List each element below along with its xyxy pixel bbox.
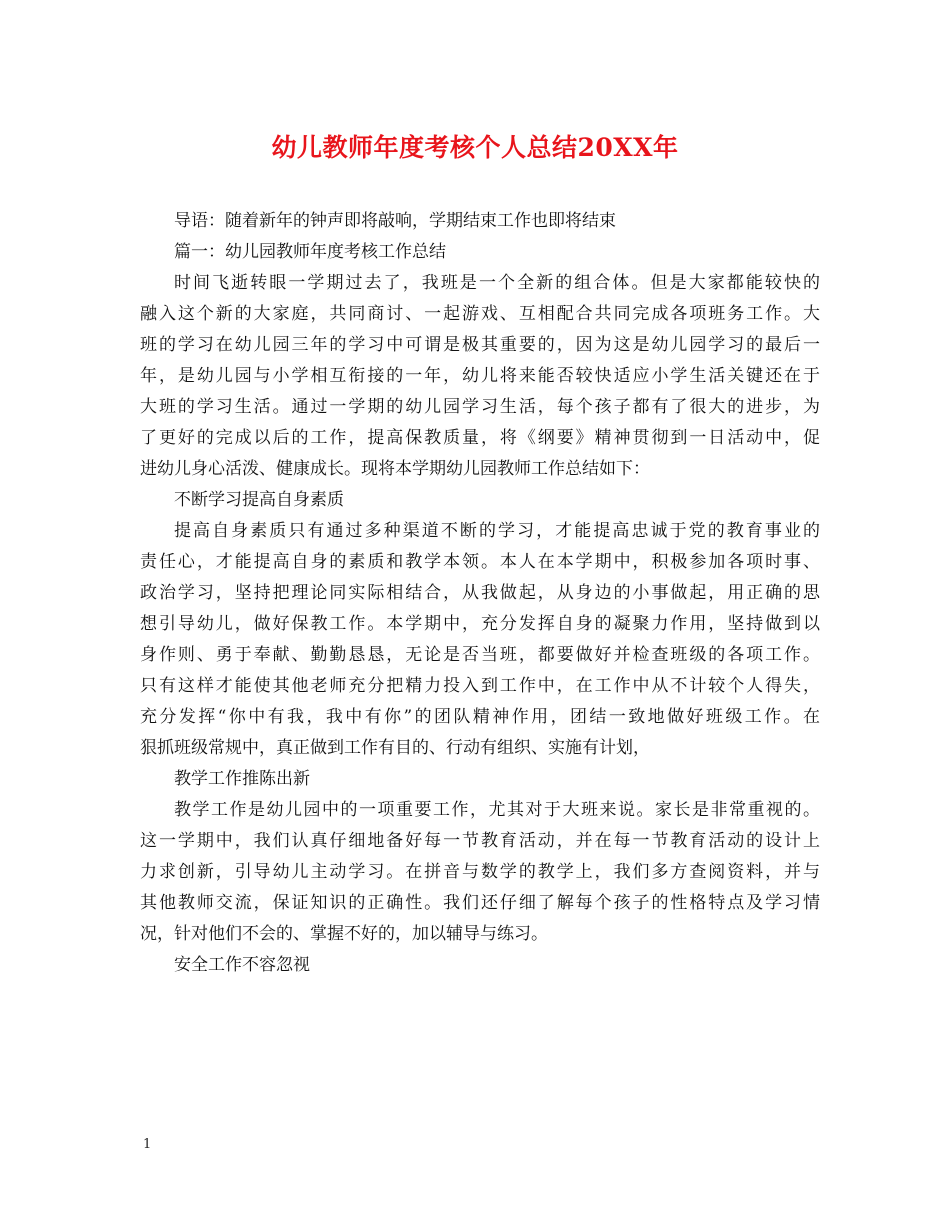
paragraph-line: 教学工作是幼儿园中的一项重要工作，尤其对于大班来说。家长是非常重视的。 (174, 800, 820, 820)
paragraph-line: 况，针对他们不会的、掌握不好的，加以辅导与练习。 (140, 924, 548, 944)
paragraph-line: 只有这样才能使其他老师充分把精力投入到工作中，在工作中从不计较个人得失， (140, 676, 820, 696)
paragraph-line: 提高自身素质只有通过多种渠道不断的学习，才能提高忠诚于党的教育事业的 (174, 521, 820, 541)
paragraph-line: 班的学习在幼儿园三年的学习中可谓是极其重要的，因为这是幼儿园学习的最后一 (140, 335, 820, 355)
paragraph-line: 进幼儿身心活泼、健康成长。现将本学期幼儿园教师工作总结如下： (140, 459, 650, 479)
paragraph-line: 其他教师交流，保证知识的正确性。我们还仔细了解每个孩子的性格特点及学习情 (140, 893, 820, 913)
paragraph-line: 这一学期中，我们认真仔细地备好每一节教育活动，并在每一节教育活动的设计上 (140, 831, 820, 851)
paragraph-line: 时间飞逝转眼一学期过去了，我班是一个全新的组合体。但是大家都能较快的 (174, 273, 820, 293)
document-title: 幼儿教师年度考核个人总结20XX年 (271, 133, 679, 162)
section-heading: 篇一：幼儿园教师年度考核工作总结 (174, 242, 446, 262)
paragraph-line: 身作则、勇于奉献、勤勤恳恳，无论是否当班，都要做好并检查班级的各项工作。 (140, 645, 820, 665)
paragraph-line: 政治学习，坚持把理论同实际相结合，从我做起，从身边的小事做起，用正确的思 (140, 583, 820, 603)
paragraph-line: 责任心，才能提高自身的素质和教学本领。本人在本学期中，积极参加各项时事、 (140, 552, 820, 572)
paragraph-line: 年，是幼儿园与小学相互衔接的一年，幼儿将来能否较快适应小学生活关键还在于 (140, 366, 820, 386)
paragraph-line: 狠抓班级常规中，真正做到工作有目的、行动有组织、实施有计划， (140, 738, 650, 758)
document-body (140, 206, 820, 981)
section-heading: 不断学习提高自身素质 (174, 490, 344, 510)
paragraph-line: 大班的学习生活。通过一学期的幼儿园学习生活，每个孩子都有了很大的进步，为 (140, 397, 820, 417)
section-heading: 导语：随着新年的钟声即将敲响，学期结束工作也即将结束 (174, 211, 616, 231)
section-heading: 安全工作不容忽视 (174, 955, 310, 975)
section-heading: 教学工作推陈出新 (174, 769, 310, 789)
paragraph-line: 想引导幼儿，做好保教工作。本学期中，充分发挥自身的凝聚力作用，坚持做到以 (140, 614, 820, 634)
paragraph-line: 充分发挥“你中有我，我中有你”的团队精神作用，团结一致地做好班级工作。在 (140, 707, 820, 727)
paragraph-line: 了更好的完成以后的工作，提高保教质量，将《纲要》精神贯彻到一日活动中，促 (140, 428, 820, 448)
paragraph-line: 力求创新，引导幼儿主动学习。在拼音与数学的教学上，我们多方查阅资料，并与 (140, 862, 820, 882)
paragraph-line: 融入这个新的大家庭，共同商讨、一起游戏、互相配合共同完成各项班务工作。大 (140, 304, 820, 324)
page-number: 1 (143, 1137, 152, 1152)
